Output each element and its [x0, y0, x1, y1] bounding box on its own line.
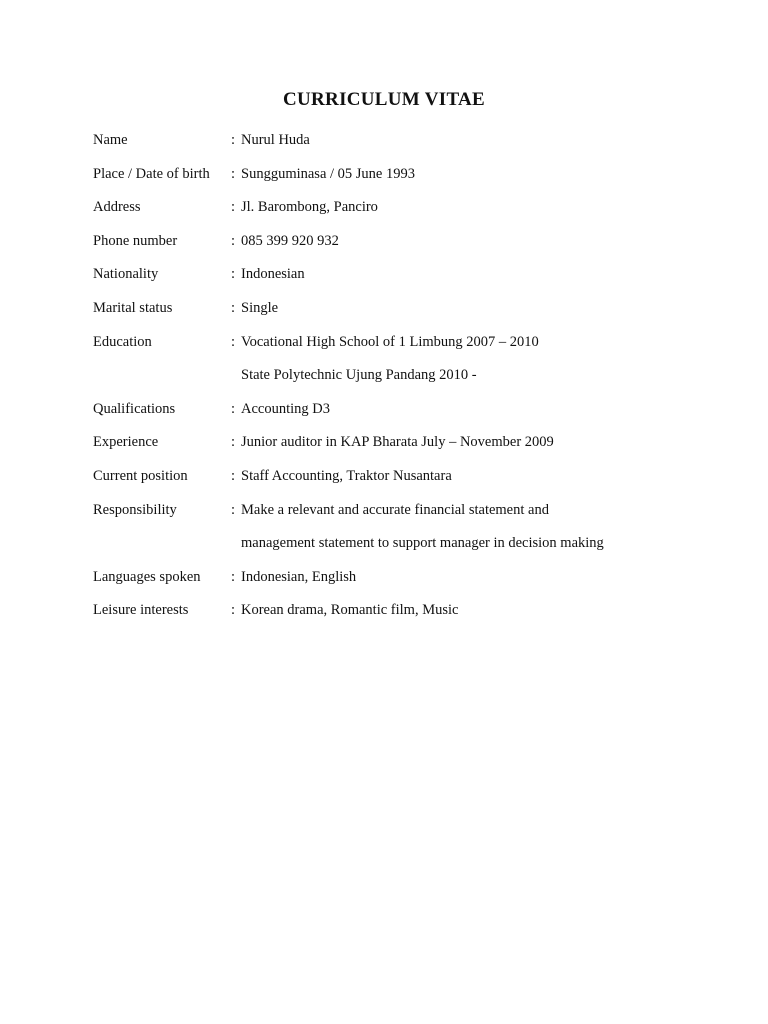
- field-separator: :: [231, 299, 236, 316]
- field-separator: :: [231, 266, 236, 283]
- field-education: [93, 332, 733, 366]
- field-experience: [93, 432, 733, 466]
- field-separator: :: [231, 199, 236, 216]
- field-marital-status: [93, 298, 733, 332]
- field-value: Sungguminasa / 05 June 1993: [241, 165, 415, 182]
- field-responsibility-continued: [93, 533, 733, 567]
- field-name: [93, 130, 733, 164]
- field-separator: :: [231, 467, 236, 484]
- field-value: Staff Accounting, Traktor Nusantara: [241, 467, 452, 484]
- field-separator: :: [231, 232, 236, 249]
- field-separator: :: [231, 333, 236, 350]
- field-nationality: [93, 264, 733, 298]
- field-value: Junior auditor in KAP Bharata July – November 2009: [241, 434, 554, 451]
- field-separator: :: [231, 400, 236, 417]
- field-phone-number: [93, 231, 733, 265]
- field-responsibility: [93, 500, 733, 534]
- field-label: Experience: [93, 434, 159, 451]
- field-value: Vocational High School of 1 Limbung 2007 – 2010: [241, 333, 539, 350]
- field-label: Nationality: [93, 266, 159, 283]
- field-separator: :: [231, 132, 236, 148]
- field-separator: :: [231, 602, 236, 619]
- field-education-continued: [93, 365, 733, 399]
- field-value: Nurul Huda: [241, 132, 310, 148]
- field-value: 085 399 920 932: [241, 232, 339, 249]
- field-place-date-of-birth: [93, 164, 733, 198]
- field-leisure-interests: [93, 600, 733, 634]
- field-current-position: [93, 466, 733, 500]
- field-label: Leisure interests: [93, 602, 189, 619]
- field-languages-spoken: [93, 567, 733, 601]
- field-separator: :: [231, 165, 236, 182]
- field-value: Single: [241, 299, 279, 316]
- field-address: [93, 197, 733, 231]
- field-separator: :: [231, 501, 236, 518]
- document-title: CURRICULUM VITAE: [282, 89, 486, 110]
- field-label: Languages spoken: [93, 568, 201, 585]
- field-label: Name: [93, 132, 128, 148]
- field-label: Marital status: [93, 299, 173, 316]
- field-label: Place / Date of birth: [93, 165, 210, 182]
- field-label: Responsibility: [93, 501, 177, 518]
- field-value: Korean drama, Romantic film, Music: [241, 602, 459, 619]
- cv-fields: [93, 130, 733, 634]
- field-value: State Polytechnic Ujung Pandang 2010 -: [241, 367, 477, 384]
- field-value: Accounting D3: [241, 400, 330, 417]
- field-label: Current position: [93, 467, 188, 484]
- field-label: Qualifications: [93, 400, 176, 417]
- field-value: management statement to support manager in decision making: [241, 535, 604, 552]
- field-qualifications: [93, 399, 733, 433]
- field-label: Phone number: [93, 232, 178, 249]
- field-value: Indonesian: [241, 266, 305, 283]
- field-value: Indonesian, English: [241, 568, 357, 585]
- field-label: Education: [93, 333, 152, 350]
- field-value: Jl. Barombong, Panciro: [241, 199, 378, 216]
- field-value: Make a relevant and accurate financial statement and: [241, 501, 549, 518]
- field-separator: :: [231, 568, 236, 585]
- field-separator: :: [231, 434, 236, 451]
- field-label: Address: [93, 199, 141, 216]
